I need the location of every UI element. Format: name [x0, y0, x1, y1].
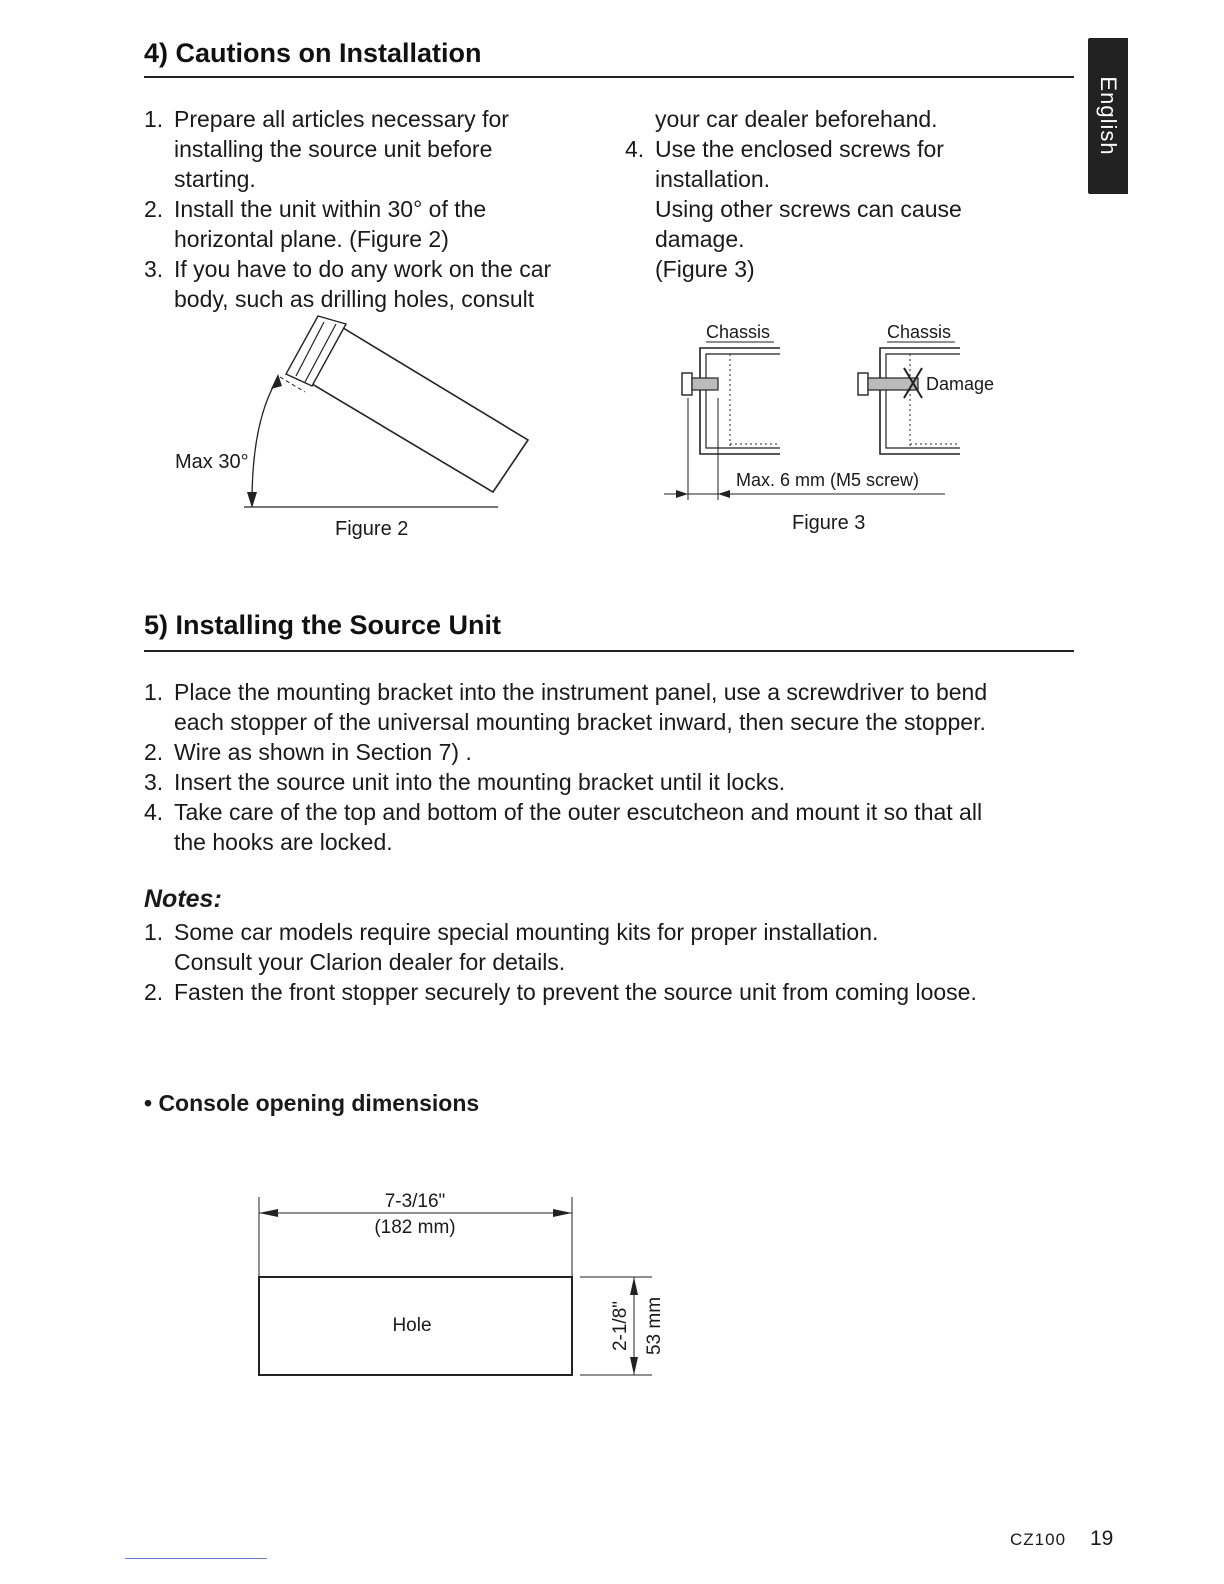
- list-item-line: Fasten the front stopper securely to prevent the source unit from coming loose.: [174, 979, 977, 1005]
- list-item-number: 2.: [144, 979, 164, 1005]
- list-item-number: 3.: [144, 769, 164, 795]
- page-number: 19: [1090, 1527, 1114, 1550]
- width-inch-label: 7-3/16": [384, 1191, 446, 1212]
- chassis-bracket-right: [858, 348, 960, 454]
- footer-divider: [125, 1558, 267, 1559]
- list-item-line: the hooks are locked.: [174, 829, 393, 855]
- list-item: [144, 254, 604, 314]
- list-item-line: Install the unit within 30° of the: [174, 196, 487, 222]
- width-arrowhead: [553, 1209, 572, 1217]
- figure-2-angle-label: Max 30°: [175, 451, 249, 473]
- section-5-title: 5) Installing the Source Unit: [144, 610, 502, 640]
- notes-heading: Notes:: [144, 885, 222, 913]
- list-item: [144, 677, 1064, 737]
- list-item: [144, 104, 604, 194]
- section-5-list: [144, 677, 1064, 857]
- chassis-right-label: Chassis: [887, 322, 952, 342]
- notes-list: [144, 917, 1064, 1007]
- footer-model: CZ100: [1010, 1530, 1067, 1549]
- list-item-number: 3.: [144, 256, 164, 282]
- list-item-line: Wire as shown in Section 7) .: [174, 739, 472, 765]
- list-item-number: 4.: [144, 799, 164, 825]
- list-item-line: damage.: [655, 226, 745, 252]
- height-arrowhead: [630, 1357, 638, 1375]
- list-item-line: (Figure 3): [655, 256, 755, 282]
- list-item: [144, 797, 1064, 857]
- list-item-number: 2.: [144, 739, 164, 765]
- height-mm-label: 53 mm: [644, 1296, 665, 1356]
- height-arrowhead: [630, 1277, 638, 1295]
- hole-label: Hole: [392, 1315, 432, 1336]
- language-tab-label: English: [1096, 76, 1121, 156]
- language-tab: [1088, 38, 1128, 194]
- dimension-arrowhead: [676, 490, 688, 498]
- list-item-line: starting.: [174, 166, 256, 192]
- list-item-line: body, such as drilling holes, consult: [174, 286, 535, 312]
- list-item-number: 4.: [625, 136, 645, 162]
- max-screw-label: Max. 6 mm (M5 screw): [736, 470, 920, 490]
- list-item: [625, 134, 1045, 284]
- height-inch-label: 2-1/8": [610, 1300, 631, 1352]
- list-item-line: Use the enclosed screws for: [655, 136, 944, 162]
- list-item: [144, 917, 1064, 977]
- section-4-title: 4) Cautions on Installation: [144, 38, 482, 68]
- list-item-line: Insert the source unit into the mounting bracket until it locks.: [174, 769, 786, 795]
- angle-arrowhead: [247, 492, 257, 508]
- figure-3-caption: Figure 3: [792, 512, 866, 534]
- list-item-line: Consult your Clarion dealer for details.: [174, 949, 566, 975]
- list-item-line: Take care of the top and bottom of the outer escutcheon and mount it so that all: [174, 799, 983, 825]
- console-opening-diagram: [250, 1185, 670, 1385]
- list-item-line: Prepare all articles necessary for: [174, 106, 509, 132]
- list-item-line: installation.: [655, 166, 771, 192]
- list-item-line: horizontal plane. (Figure 2): [174, 226, 449, 252]
- figure-2-caption: Figure 2: [335, 518, 409, 540]
- section-5-rule: [144, 650, 1074, 652]
- width-mm-label: (182 mm): [374, 1217, 456, 1238]
- list-item-number: 1.: [144, 106, 164, 132]
- section-4-left-list: [144, 104, 604, 314]
- angle-arrowhead: [271, 374, 282, 389]
- console-heading: • Console opening dimensions: [144, 1090, 480, 1116]
- chassis-bracket-left: [682, 348, 780, 454]
- section-4-continuation: your car dealer beforehand.: [655, 106, 938, 132]
- list-item-line: Some car models require special mounting kits for proper installation.: [174, 919, 879, 945]
- list-item: [144, 767, 1064, 797]
- list-item-number: 1.: [144, 919, 164, 945]
- list-item-number: 2.: [144, 196, 164, 222]
- list-item-line: Place the mounting bracket into the instrument panel, use a screwdriver to bend: [174, 679, 988, 705]
- figure-3-diagram: [660, 318, 1020, 503]
- list-item-line: Using other screws can cause: [655, 196, 962, 222]
- list-item-line: each stopper of the universal mounting bracket inward, then secure the stopper.: [174, 709, 986, 735]
- unit-front-panel: [286, 316, 346, 386]
- section-4-right-list: [625, 134, 1045, 284]
- angle-arc: [252, 378, 278, 502]
- chassis-left-label: Chassis: [706, 322, 771, 342]
- figure-2-diagram: [160, 310, 560, 525]
- width-arrowhead: [259, 1209, 278, 1217]
- list-item-line: If you have to do any work on the car: [174, 256, 552, 282]
- list-item: [144, 977, 1064, 1007]
- list-item: [144, 194, 604, 254]
- list-item: [144, 737, 1064, 767]
- dimension-arrowhead: [718, 490, 730, 498]
- section-4-rule: [144, 76, 1074, 78]
- list-item-number: 1.: [144, 679, 164, 705]
- damage-label: Damage: [926, 374, 995, 394]
- list-item-line: installing the source unit before: [174, 136, 493, 162]
